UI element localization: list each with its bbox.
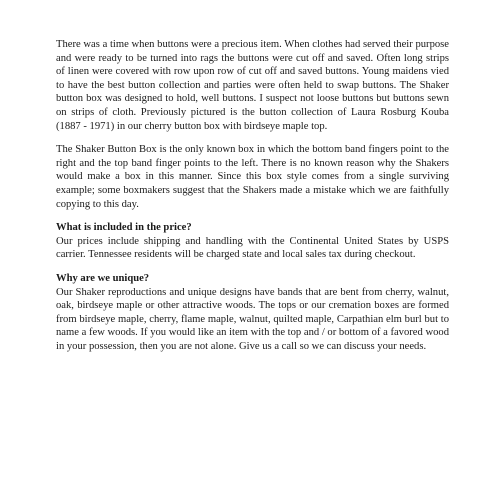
price-heading: What is included in the price? <box>56 222 192 234</box>
unique-heading: Why are we unique? <box>56 272 150 284</box>
document-body <box>56 38 449 363</box>
button-box-paragraph: The Shaker Button Box is the only known box in which the bottom band fingers point to the right and the top band finger points to the left. There is no known reason why the Shakers would make a box in this manner. Since this box style comes from a single surviving example; some boxmakers suggest that the Shakers made a mistake which we are faithfully copying to this day. <box>56 144 449 210</box>
price-paragraph: Our prices include shipping and handling with the Continental United States by USPS carrier. Tennessee residents will be charged state and local sales tax during checkout. <box>56 235 449 261</box>
unique-paragraph: Our Shaker reproductions and unique designs have bands that are bent from cherry, walnut, oak, birdseye maple or other attractive woods. The tops or our cremation boxes are formed from birdseye maple, cherry, flame maple, walnut, quilted maple, Carpathian elm burl but to name a few woods. If you would like an item with the top and / or bottom of a favored wood in your possession, then you are not alone. Give us a call so we can discuss your needs. <box>56 286 449 352</box>
intro-paragraph: There was a time when buttons were a precious item. When clothes had served their purpose and were ready to be turned into rags the buttons were cut off and saved. Often long strips of linen were covered with row upon row of cut off and saved buttons. Young maidens vied to have the best button collection and parties were often held to swap buttons. The Shaker button box was designed to hold, well buttons. I suspect not loose buttons but buttons sewn on strips of cloth. Previously pictured is the button collection of Laura Rosburg Kouba (1887 - 1971) in our cherry button box with birdseye maple top. <box>56 39 449 132</box>
